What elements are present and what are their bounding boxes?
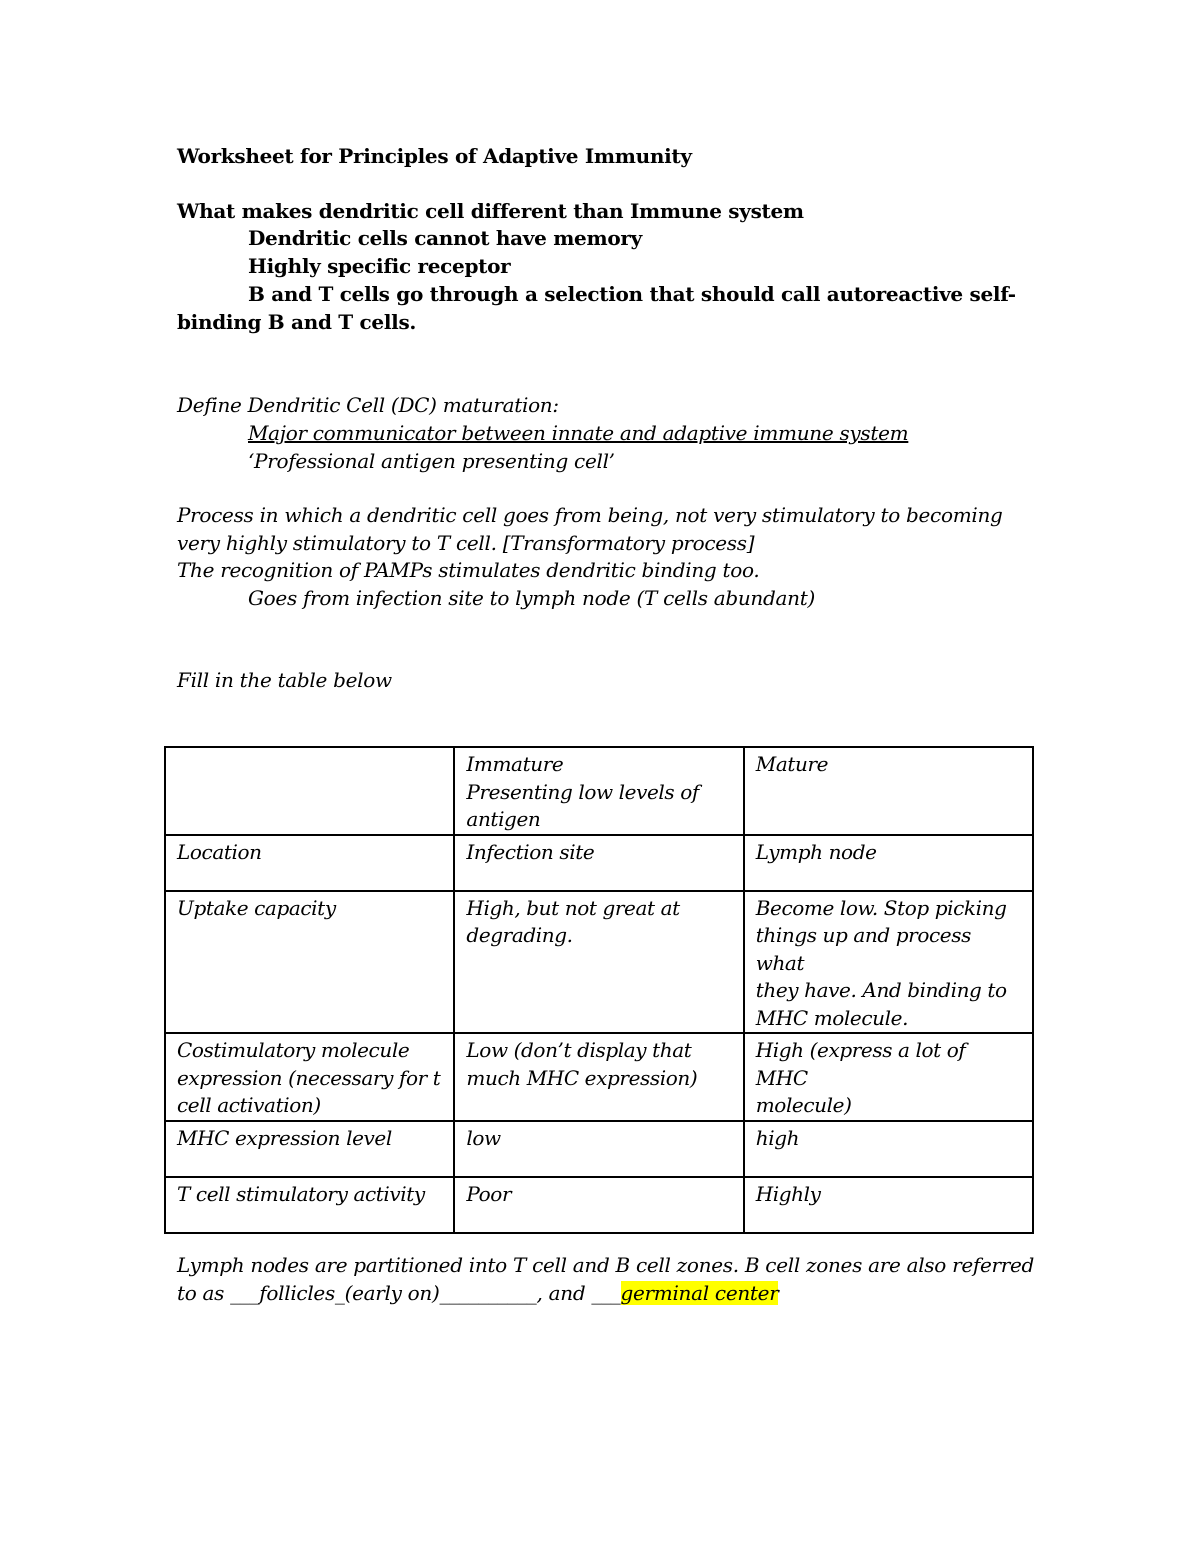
table-header-cell	[165, 747, 454, 835]
closing-line: Lymph nodes are partitioned into T cell and B cell zones. B cell zones are also referred	[177, 1253, 1035, 1277]
table-cell: Poor	[454, 1177, 743, 1233]
table-row	[165, 891, 1033, 1034]
answer-underlined: Major communicator between innate and adaptive immune system	[248, 421, 909, 445]
table-row	[165, 1121, 1033, 1177]
answer-point: Highly specific receptor	[248, 254, 511, 278]
answer-paragraph-line: Process in which a dendritic cell goes from being, not very stimulatory to becoming	[177, 503, 1003, 527]
row-label-cell: MHC expression level	[165, 1121, 454, 1177]
highlighted-answer: germinal center	[620, 1281, 779, 1305]
page-title: Worksheet for Principles of Adaptive Immunity	[177, 144, 692, 168]
table-header-cell: Immature Presenting low levels of antigen	[454, 747, 743, 835]
question-heading: What makes dendritic cell different than Immune system	[177, 199, 804, 223]
question-heading: Define Dendritic Cell (DC) maturation:	[177, 393, 559, 417]
row-label-cell: Location	[165, 835, 454, 891]
row-label-cell: Uptake capacity	[165, 891, 454, 1034]
answer-paragraph-line: The recognition of PAMPs stimulates dendritic binding too.	[177, 558, 760, 582]
maturation-table	[164, 746, 1034, 1234]
table-cell: Low (don’t display that much MHC expression)	[454, 1033, 743, 1121]
table-cell: Lymph node	[744, 835, 1033, 891]
closing-line	[177, 1279, 778, 1307]
table-row	[165, 1033, 1033, 1121]
table-header-row	[165, 747, 1033, 835]
table-cell: Infection site	[454, 835, 743, 891]
table-cell: High (express a lot of MHC molecule)	[744, 1033, 1033, 1121]
closing-prefix: to as ___follicles_(early on)__________, and ___	[177, 1281, 621, 1305]
answer-point: B and T cells go through a selection that should call autoreactive self-	[248, 282, 1016, 306]
row-label-cell: Costimulatory molecule expression (necessary for t cell activation)	[165, 1033, 454, 1121]
row-label-cell: T cell stimulatory activity	[165, 1177, 454, 1233]
answer-quote: ‘Professional antigen presenting cell’	[248, 449, 615, 473]
table-cell: High, but not great at degrading.	[454, 891, 743, 1034]
table-prompt: Fill in the table below	[177, 668, 392, 692]
answer-paragraph-line: very highly stimulatory to T cell. [Transformatory process]	[177, 531, 755, 555]
answer-paragraph-line: Goes from infection site to lymph node (T cells abundant)	[248, 586, 815, 610]
answer-point: Dendritic cells cannot have memory	[248, 226, 642, 250]
table-cell: high	[744, 1121, 1033, 1177]
table-row	[165, 1177, 1033, 1233]
answer-continuation: binding B and T cells.	[177, 310, 417, 334]
table-row	[165, 835, 1033, 891]
table-cell: Highly	[744, 1177, 1033, 1233]
table-header-cell: Mature	[744, 747, 1033, 835]
table-cell: low	[454, 1121, 743, 1177]
table-cell: Become low. Stop picking things up and process what they have. And binding to MHC molecule.	[744, 891, 1033, 1034]
